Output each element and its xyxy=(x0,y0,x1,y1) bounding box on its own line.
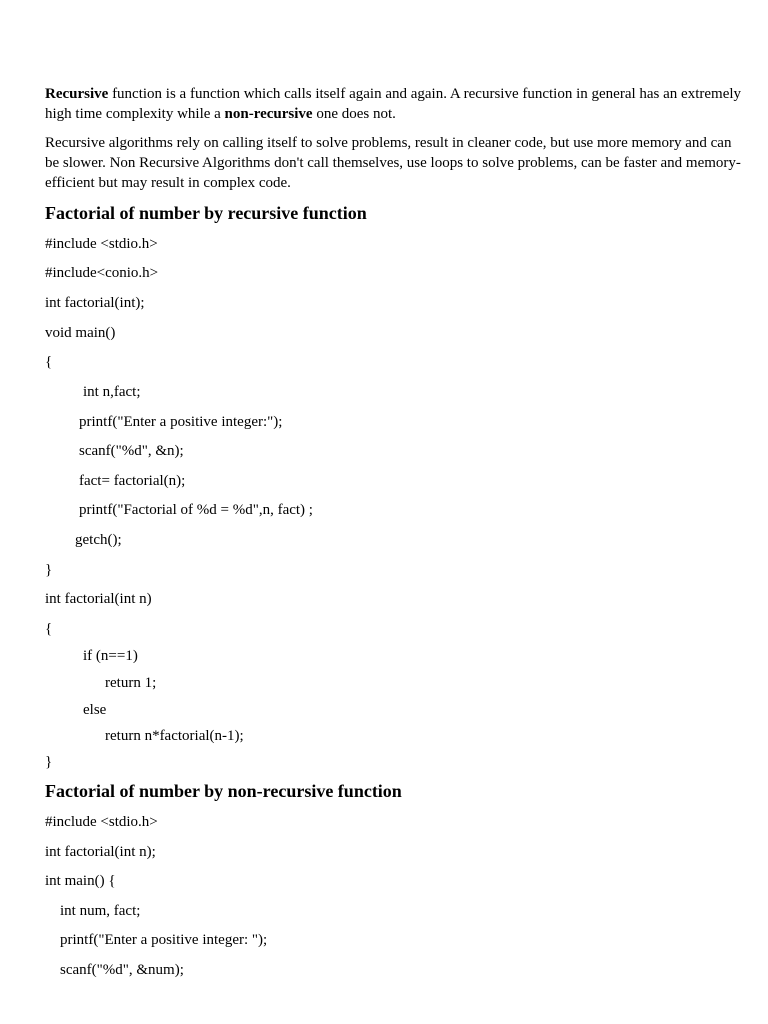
code-line: printf("Factorial of %d = %d",n, fact) ; xyxy=(79,502,313,518)
code-line: getch(); xyxy=(75,532,122,548)
non-recursive-term: non-recursive xyxy=(224,106,313,122)
code-line: int main() { xyxy=(45,873,116,889)
code-line: { xyxy=(45,354,53,370)
code-line: if (n==1) xyxy=(83,648,138,664)
intro-p1-text-b: one does not. xyxy=(312,106,396,122)
code-line: scanf("%d", &n); xyxy=(79,443,184,459)
intro-paragraph-2: Recursive algorithms rely on calling itself to solve problems, result in cleaner code, but use more memory and can be slower. Non Recursive Algorithms don't call themselves, use loops to solve problems, can be faster and memory-efficient but may result in complex code. xyxy=(45,135,741,191)
section-heading-recursive: Factorial of number by recursive function xyxy=(45,203,367,223)
code-line: else xyxy=(83,702,107,718)
code-line: int n,fact; xyxy=(83,384,141,400)
code-line: int num, fact; xyxy=(60,903,141,919)
code-line: int factorial(int); xyxy=(45,295,145,311)
code-line: printf("Enter a positive integer: "); xyxy=(60,932,268,948)
code-line: fact= factorial(n); xyxy=(79,473,186,489)
code-line: int factorial(int n); xyxy=(45,844,156,860)
code-line: printf("Enter a positive integer:"); xyxy=(79,414,283,430)
intro-p1-text-a: function is a function which calls itself again and again. A recursive function in general has an extremely high time complexity while a xyxy=(45,86,742,122)
code-line: #include <stdio.h> xyxy=(45,814,158,830)
code-line: void main() xyxy=(45,325,116,341)
code-line: return 1; xyxy=(105,675,157,691)
code-line: return n*factorial(n-1); xyxy=(105,728,244,744)
recursive-term: Recursive xyxy=(45,86,109,102)
code-line: { xyxy=(45,621,53,637)
code-line: scanf("%d", &num); xyxy=(60,962,184,978)
code-line: #include <stdio.h> xyxy=(45,236,158,252)
section-heading-non-recursive: Factorial of number by non-recursive function xyxy=(45,781,402,801)
intro-paragraph-1 xyxy=(45,84,745,124)
code-line: } xyxy=(45,562,53,578)
code-line: } xyxy=(45,754,53,770)
code-line: #include<conio.h> xyxy=(45,265,159,281)
code-line: int factorial(int n) xyxy=(45,591,152,607)
